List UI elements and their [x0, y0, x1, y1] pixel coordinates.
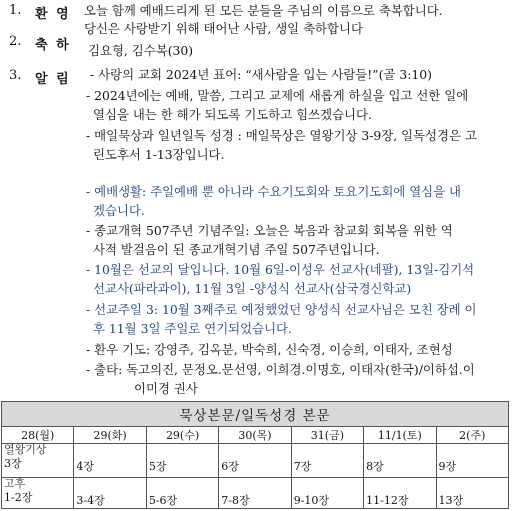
- table-cell: [146, 478, 218, 509]
- table-cell: [364, 444, 436, 478]
- section-2-number: 2.: [9, 34, 22, 49]
- notice-mission-sunday-line1: - 선교주일 3: 10월 3째주로 예정했었던 양성식 선교사님은 모친 장례 이: [86, 302, 477, 317]
- notice-mission-sunday-line2: 후 11월 3일 주일로 연기되었습니다.: [93, 321, 292, 336]
- day-header: 2(주): [436, 427, 508, 444]
- notice-motto: - 사랑의 교회 2024년 표어: “새사람을 입는 사람들!”(골 3:10): [90, 67, 432, 82]
- table-cell: [219, 478, 291, 509]
- notice-away-line2: 이미경 권사: [134, 381, 198, 396]
- day-header: 29(화): [74, 427, 146, 444]
- reading-table: [1, 401, 509, 509]
- cell-value: 6장: [221, 460, 239, 473]
- section-1-number: 1.: [9, 3, 22, 18]
- notice-mission-line1: - 10월은 선교의 달입니다. 10월 6일-이성우 선교사(네팔), 13일-김기석: [86, 262, 475, 277]
- notice-reading-line1: - 매일묵상과 일년일독 성경 : 매일묵상은 열왕기상 3-9장, 일독성경은 고: [86, 128, 477, 143]
- notice-away-line1: - 출타: 독고의진, 문정오.문선영, 이희경.이명호, 이태자(한국)/이하섭.이: [86, 362, 475, 377]
- section-2-title: 축 하: [35, 38, 71, 53]
- cell-value: 3-4장: [76, 494, 105, 507]
- cell-value: 7-8장: [221, 494, 250, 507]
- section-3-title: 알 림: [35, 72, 71, 87]
- day-header: 30(목): [219, 427, 291, 444]
- table-cell: [219, 444, 291, 478]
- notice-mission-line2: 선교사(파라과이), 11월 3일 -양성식 선교사(삼국경신학교): [93, 281, 412, 296]
- table-cell: [2, 478, 74, 509]
- section-1-title: 환 영: [35, 7, 71, 22]
- table-cell: [436, 478, 508, 509]
- cell-value: 11-12장: [366, 494, 409, 507]
- table-cell: [74, 478, 146, 509]
- notice-reformation-line1: - 종교개혁 507주년 기념주일: 오늘은 복음과 참교회 회복을 위한 역: [86, 223, 453, 238]
- section-3-number: 3.: [9, 68, 22, 83]
- day-header: 11/1(토): [364, 427, 436, 444]
- notice-reading-line2: 린도후서 1-13장입니다.: [93, 147, 225, 162]
- notice-2024-line1: - 2024년에는 예배, 말씀, 그리고 교제에 새롭게 하실을 입고 선한 일에: [86, 88, 469, 103]
- cell-value: 9장: [438, 460, 457, 473]
- birthday-names: 김요형, 김수복(30): [88, 43, 194, 58]
- cell-value: 7장: [293, 460, 312, 473]
- notice-reformation-line2: 사적 발걸음이 된 종교개혁기념 주일 507주년입니다.: [93, 242, 380, 257]
- cell-value: 13장: [438, 494, 464, 507]
- notice-worship-line1: - 예배생활: 주일예배 뿐 아니라 수요기도회와 토요기도회에 열심을 내: [86, 184, 462, 199]
- cell-value: 5-6장: [148, 494, 178, 507]
- table-cell: [2, 444, 74, 478]
- cell-value: 8장: [366, 460, 384, 473]
- cell-value: 5장: [148, 460, 167, 473]
- table-cell: [436, 444, 508, 478]
- table-cell: [291, 444, 363, 478]
- welcome-text: 오늘 함께 예배드리게 된 모든 분들을 주님의 이름으로 축복합니다.: [84, 3, 443, 18]
- day-header: 29(수): [146, 427, 218, 444]
- row-label-kings: 열왕기상: [4, 443, 47, 456]
- day-header: 31(금): [291, 427, 363, 444]
- cell-value: 4장: [76, 460, 95, 473]
- birthday-text: 당신은 사랑받기 위해 태어난 사람, 생일 축하합니다: [84, 21, 363, 36]
- row-label-2cor: 고후: [4, 477, 26, 490]
- table-cell: [291, 478, 363, 509]
- cell-value: 9-10장: [293, 494, 330, 507]
- notice-worship-line2: 겠습니다.: [93, 203, 145, 218]
- reading-table-title: 묵상본문/일독성경 본문: [2, 402, 509, 427]
- notice-prayer: - 환우 기도: 강영주, 김옥분, 박숙희, 신숙경, 이승희, 이태자, 조현성: [86, 342, 453, 357]
- notice-2024-line2: 열심을 내는 한 해가 되도록 기도하고 힘쓰겠습니다.: [93, 107, 372, 122]
- table-cell: [364, 478, 436, 509]
- cell-value: 3장: [4, 457, 22, 470]
- table-cell: [74, 444, 146, 478]
- cell-value: 1-2장: [4, 491, 33, 504]
- day-header: 28(월): [2, 427, 74, 444]
- table-cell: [146, 444, 218, 478]
